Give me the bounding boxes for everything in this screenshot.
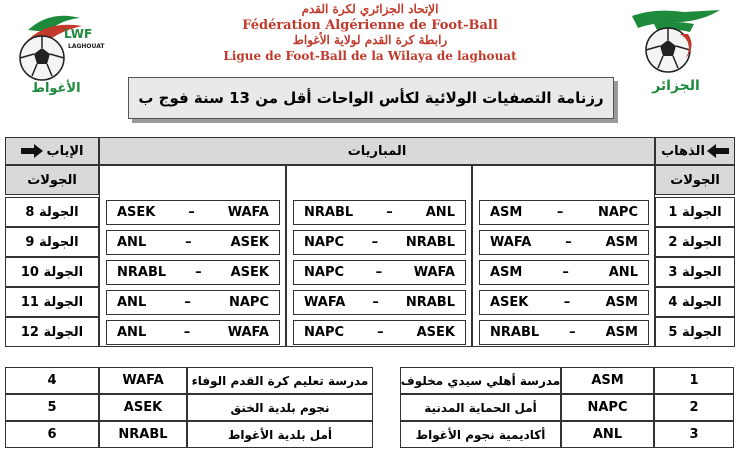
away-team: NAPC [304, 325, 345, 340]
header-arabic-league: رابطة كرة القدم لولاية الأغواط [292, 33, 448, 47]
club-number-text: 3 [689, 427, 699, 442]
club-number [5, 421, 99, 448]
round-label: الجولة 3 [668, 264, 722, 280]
club-number [5, 394, 99, 421]
logo-sub-text: LAGHOUAT [68, 43, 105, 50]
round-label-return [5, 287, 99, 317]
club-name [187, 421, 373, 448]
home-team: WAFA [227, 325, 269, 340]
round-label-go [655, 197, 735, 227]
match-separator: – [372, 295, 379, 310]
logo-badge-text: LWF [64, 27, 93, 41]
club-code-text: ASEK [123, 400, 163, 415]
away-team: NRABL [490, 325, 540, 340]
home-team: ASEK [230, 265, 269, 280]
match-separator: – [562, 265, 569, 280]
match-separator: – [556, 205, 564, 220]
club-number-text: 2 [689, 400, 699, 415]
club-name-text: مدرسة تعليم كرة القدم الوفاء [191, 373, 369, 388]
match-cell [106, 320, 280, 345]
club-name-text: أمل بلدية الأغواط [227, 427, 333, 442]
club-number-text: 1 [689, 373, 699, 388]
matches-label: المباريات [347, 143, 407, 159]
rounds-header-label: الجولات [27, 172, 77, 188]
round-label-return [5, 227, 99, 257]
match-separator: – [565, 235, 572, 250]
go-header [655, 137, 735, 165]
club-name-text: أكاديمية نجوم الأغواط [415, 427, 546, 442]
match-cell [479, 320, 649, 345]
club-number-text: 5 [47, 400, 57, 415]
club-name [400, 394, 561, 421]
club-number [654, 394, 734, 421]
away-team: ASEK [490, 295, 529, 310]
away-team: NAPC [304, 235, 345, 250]
match-cell [293, 200, 466, 225]
home-team: ANL [425, 205, 455, 220]
away-team: WAFA [304, 295, 346, 310]
club-code [99, 394, 187, 421]
round-label: الجولة 8 [25, 204, 79, 220]
club-code [99, 421, 187, 448]
round-label: الجولة 9 [25, 234, 79, 250]
round-label-return [5, 257, 99, 287]
home-team: WAFA [413, 265, 455, 280]
league-logo [10, 10, 105, 96]
match-separator: – [377, 325, 384, 340]
match-separator: – [375, 265, 383, 280]
club-name [400, 421, 561, 448]
home-team: ASEK [416, 325, 455, 340]
match-cell [293, 320, 466, 345]
match-cell [293, 230, 466, 255]
match-cell [106, 290, 280, 315]
return-header [5, 137, 99, 165]
round-label: الجولة 1 [668, 204, 722, 220]
round-label: الجولة 4 [668, 294, 722, 310]
go-label: الذهاب [661, 143, 705, 159]
home-team: NRABL [405, 295, 455, 310]
logo-left-text: الأغواط [31, 81, 81, 96]
club-name-text: أمل الحماية المدنية [424, 400, 537, 415]
club-code [561, 367, 654, 394]
club-name-text: مدرسة أهلي سيدي مخلوف [400, 373, 561, 388]
round-label: الجولة 5 [668, 324, 722, 340]
club-number-text: 4 [47, 373, 57, 388]
home-team: ASM [605, 235, 638, 250]
home-team: ANL [608, 265, 638, 280]
club-code-text: NAPC [587, 400, 628, 415]
club-name-text: نجوم بلدية الخنق [230, 400, 330, 415]
round-label-go [655, 287, 735, 317]
club-code-text: ANL [592, 427, 623, 442]
match-cell [106, 230, 280, 255]
club-code-text: ASM [591, 373, 624, 388]
club-code-text: WAFA [122, 373, 164, 388]
match-cell [106, 260, 280, 285]
away-team: ASM [490, 265, 523, 280]
round-label-go [655, 317, 735, 347]
page-title: رزنامة التصفيات الولائية لكأس الواحات أقل من 13 سنة فوج ب [138, 89, 604, 107]
round-label-go [655, 257, 735, 287]
matches-header [99, 137, 655, 165]
club-number-text: 6 [47, 427, 57, 442]
club-number [654, 367, 734, 394]
rounds-header-left [5, 165, 99, 195]
match-cell [479, 200, 649, 225]
match-separator: – [386, 205, 393, 220]
match-separator: – [184, 295, 191, 310]
page-title-box [128, 77, 614, 119]
header-arabic-federation: الإتحاد الجزائري لكرة القدم [301, 2, 439, 16]
club-code [561, 394, 654, 421]
home-team: WAFA [227, 205, 269, 220]
away-team: ANL [117, 325, 147, 340]
match-separator: – [569, 325, 576, 340]
club-name [400, 367, 561, 394]
match-separator: – [183, 325, 191, 340]
match-separator: – [188, 205, 195, 220]
round-label: الجولة 10 [20, 264, 84, 280]
match-cell [293, 290, 466, 315]
match-separator: – [563, 295, 571, 310]
logo-right-text: الجزائر [652, 78, 700, 94]
away-team: ANL [117, 235, 147, 250]
rounds-header-right [655, 165, 735, 195]
club-code [561, 421, 654, 448]
away-team: NAPC [304, 265, 345, 280]
match-cell [106, 200, 280, 225]
match-separator: – [371, 235, 379, 250]
round-label: الجولة 2 [668, 234, 722, 250]
away-team: ANL [117, 295, 147, 310]
club-code [99, 367, 187, 394]
away-team: NRABL [117, 265, 167, 280]
away-team: ASEK [117, 205, 156, 220]
club-code-text: NRABL [118, 427, 168, 442]
away-team: ASM [490, 205, 523, 220]
arrow-right-icon [21, 144, 43, 158]
club-name [187, 394, 373, 421]
home-team: ASEK [230, 235, 269, 250]
match-cell [479, 290, 649, 315]
club-name [187, 367, 373, 394]
club-number [654, 421, 734, 448]
home-team: ASM [605, 295, 638, 310]
round-label: الجولة 11 [20, 294, 84, 310]
match-cell [479, 230, 649, 255]
away-team: NRABL [304, 205, 354, 220]
federation-logo [624, 6, 724, 94]
round-label: الجولة 12 [20, 324, 84, 340]
rounds-header-label: الجولات [670, 172, 720, 188]
return-label: الإياب [46, 143, 84, 159]
home-team: NRABL [405, 235, 455, 250]
match-cell [293, 260, 466, 285]
home-team: NAPC [228, 295, 269, 310]
club-number [5, 367, 99, 394]
match-cell [479, 260, 649, 285]
round-label-return [5, 317, 99, 347]
arrow-left-icon [707, 144, 729, 158]
match-separator: – [195, 265, 202, 280]
home-team: NAPC [597, 205, 638, 220]
header-french-federation: Fédération Algérienne de Foot-Ball [242, 18, 498, 33]
round-label-return [5, 197, 99, 227]
match-separator: – [185, 235, 192, 250]
away-team: WAFA [490, 235, 532, 250]
home-team: ASM [605, 325, 638, 340]
round-label-go [655, 227, 735, 257]
header-french-league: Ligue de Foot-Ball de la Wilaya de laghouat [223, 49, 517, 63]
